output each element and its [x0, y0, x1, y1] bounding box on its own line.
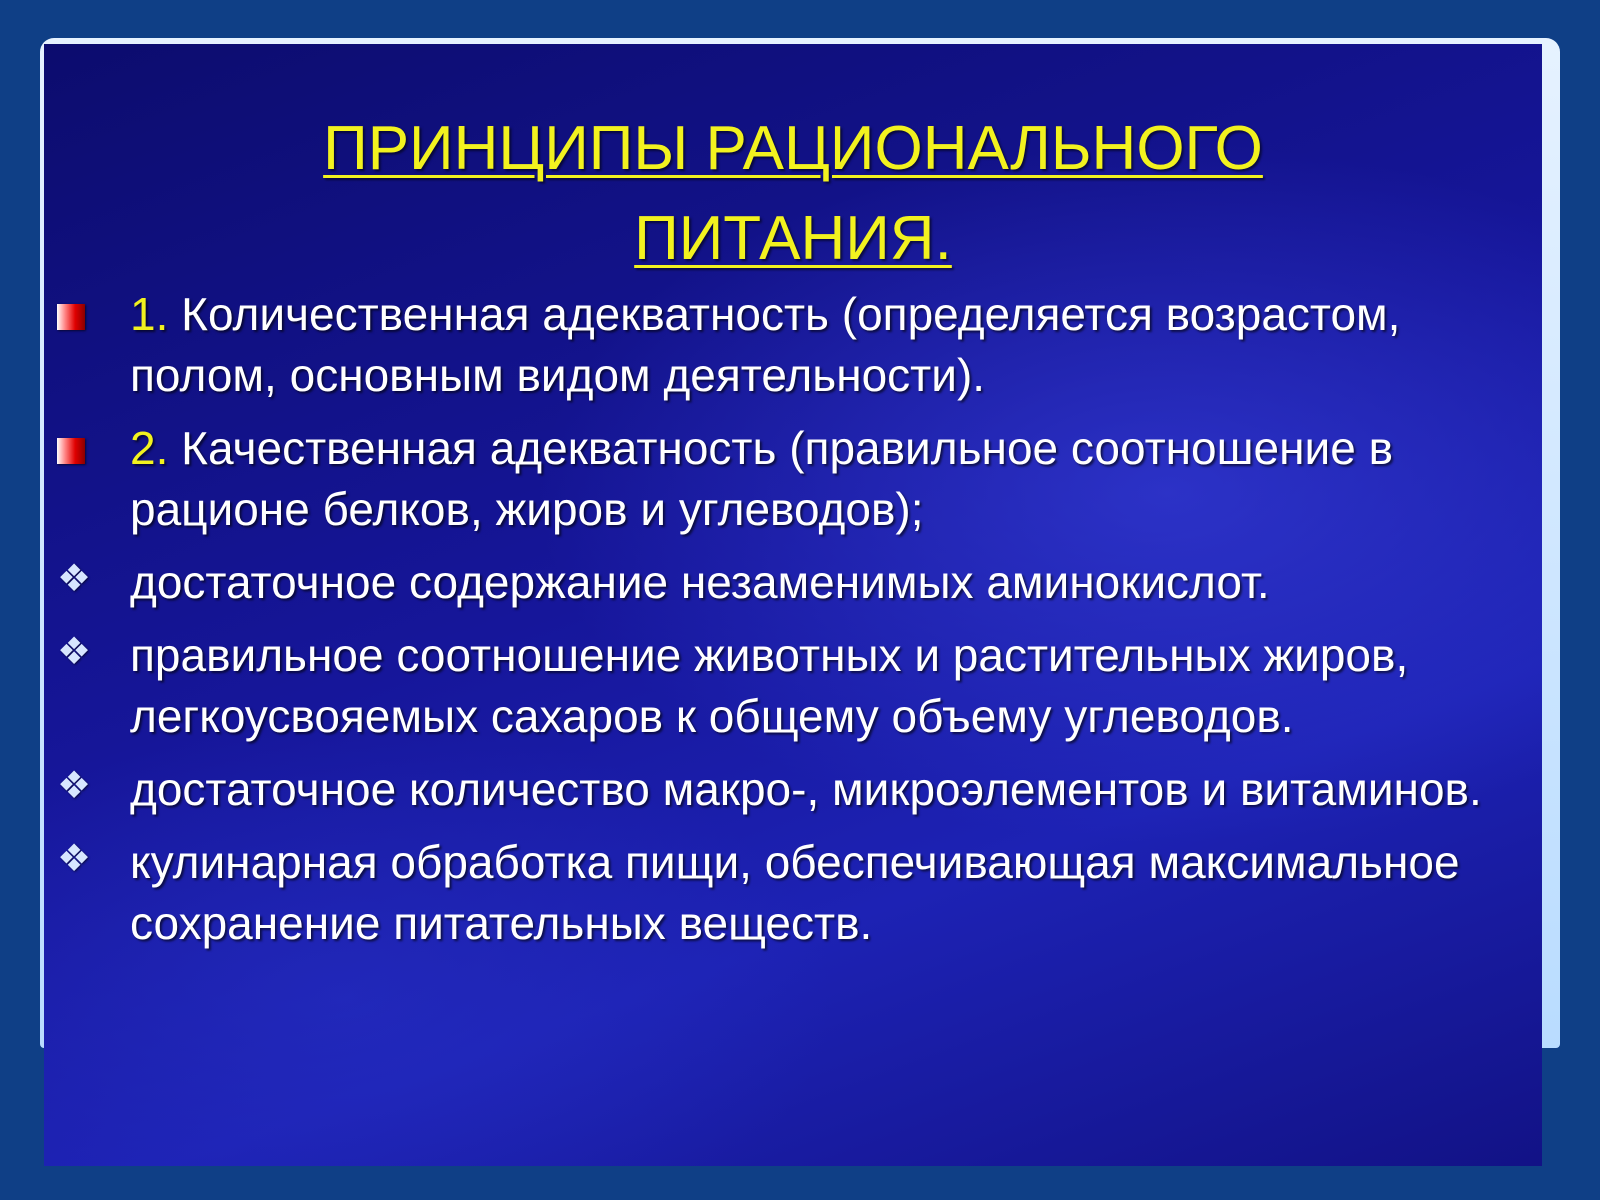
- diamond-bullet-icon: ❖: [56, 558, 92, 600]
- diamond-bullet-icon: ❖: [56, 765, 92, 807]
- bullet-item-quantitative: [44, 284, 1542, 406]
- item-text: Качественная адекватность (правильное соотношение в рационе белков, жиров и углеводов);: [130, 422, 1394, 535]
- diamond-bullet-icon: ❖: [56, 631, 92, 673]
- slide-title: [44, 104, 1542, 284]
- diamond-bullet-icon: ❖: [56, 838, 92, 880]
- square-bullet-icon: [57, 304, 85, 330]
- bullet-item-qualitative: [44, 418, 1542, 540]
- square-bullet-icon: [57, 438, 85, 464]
- bullet-item-fats-sugars: [44, 625, 1542, 747]
- title-line-2: ПИТАНИЯ.: [634, 204, 952, 273]
- item-text: достаточное количество макро-, микроэлементов и витаминов.: [130, 763, 1482, 815]
- title-line-1: ПРИНЦИПЫ РАЦИОНАЛЬНОГО: [323, 114, 1263, 183]
- bullet-item-amino-acids: [44, 552, 1542, 613]
- bullet-item-minerals-vitamins: [44, 759, 1542, 820]
- item-number: 2.: [130, 422, 169, 474]
- item-text: кулинарная обработка пищи, обеспечивающая максимальное сохранение питательных веществ.: [130, 836, 1460, 949]
- item-text: достаточное содержание незаменимых аминокислот.: [130, 556, 1270, 608]
- bullet-item-cooking: [44, 832, 1542, 954]
- bullet-list: [44, 284, 1542, 966]
- slide: [44, 44, 1542, 1166]
- item-text: правильное соотношение животных и растительных жиров, легкоусвояемых сахаров к общему объему углеводов.: [130, 629, 1409, 742]
- item-text: Количественная адекватность (определяется возрастом, полом, основным видом деятельности).: [130, 288, 1401, 401]
- item-number: 1.: [130, 288, 169, 340]
